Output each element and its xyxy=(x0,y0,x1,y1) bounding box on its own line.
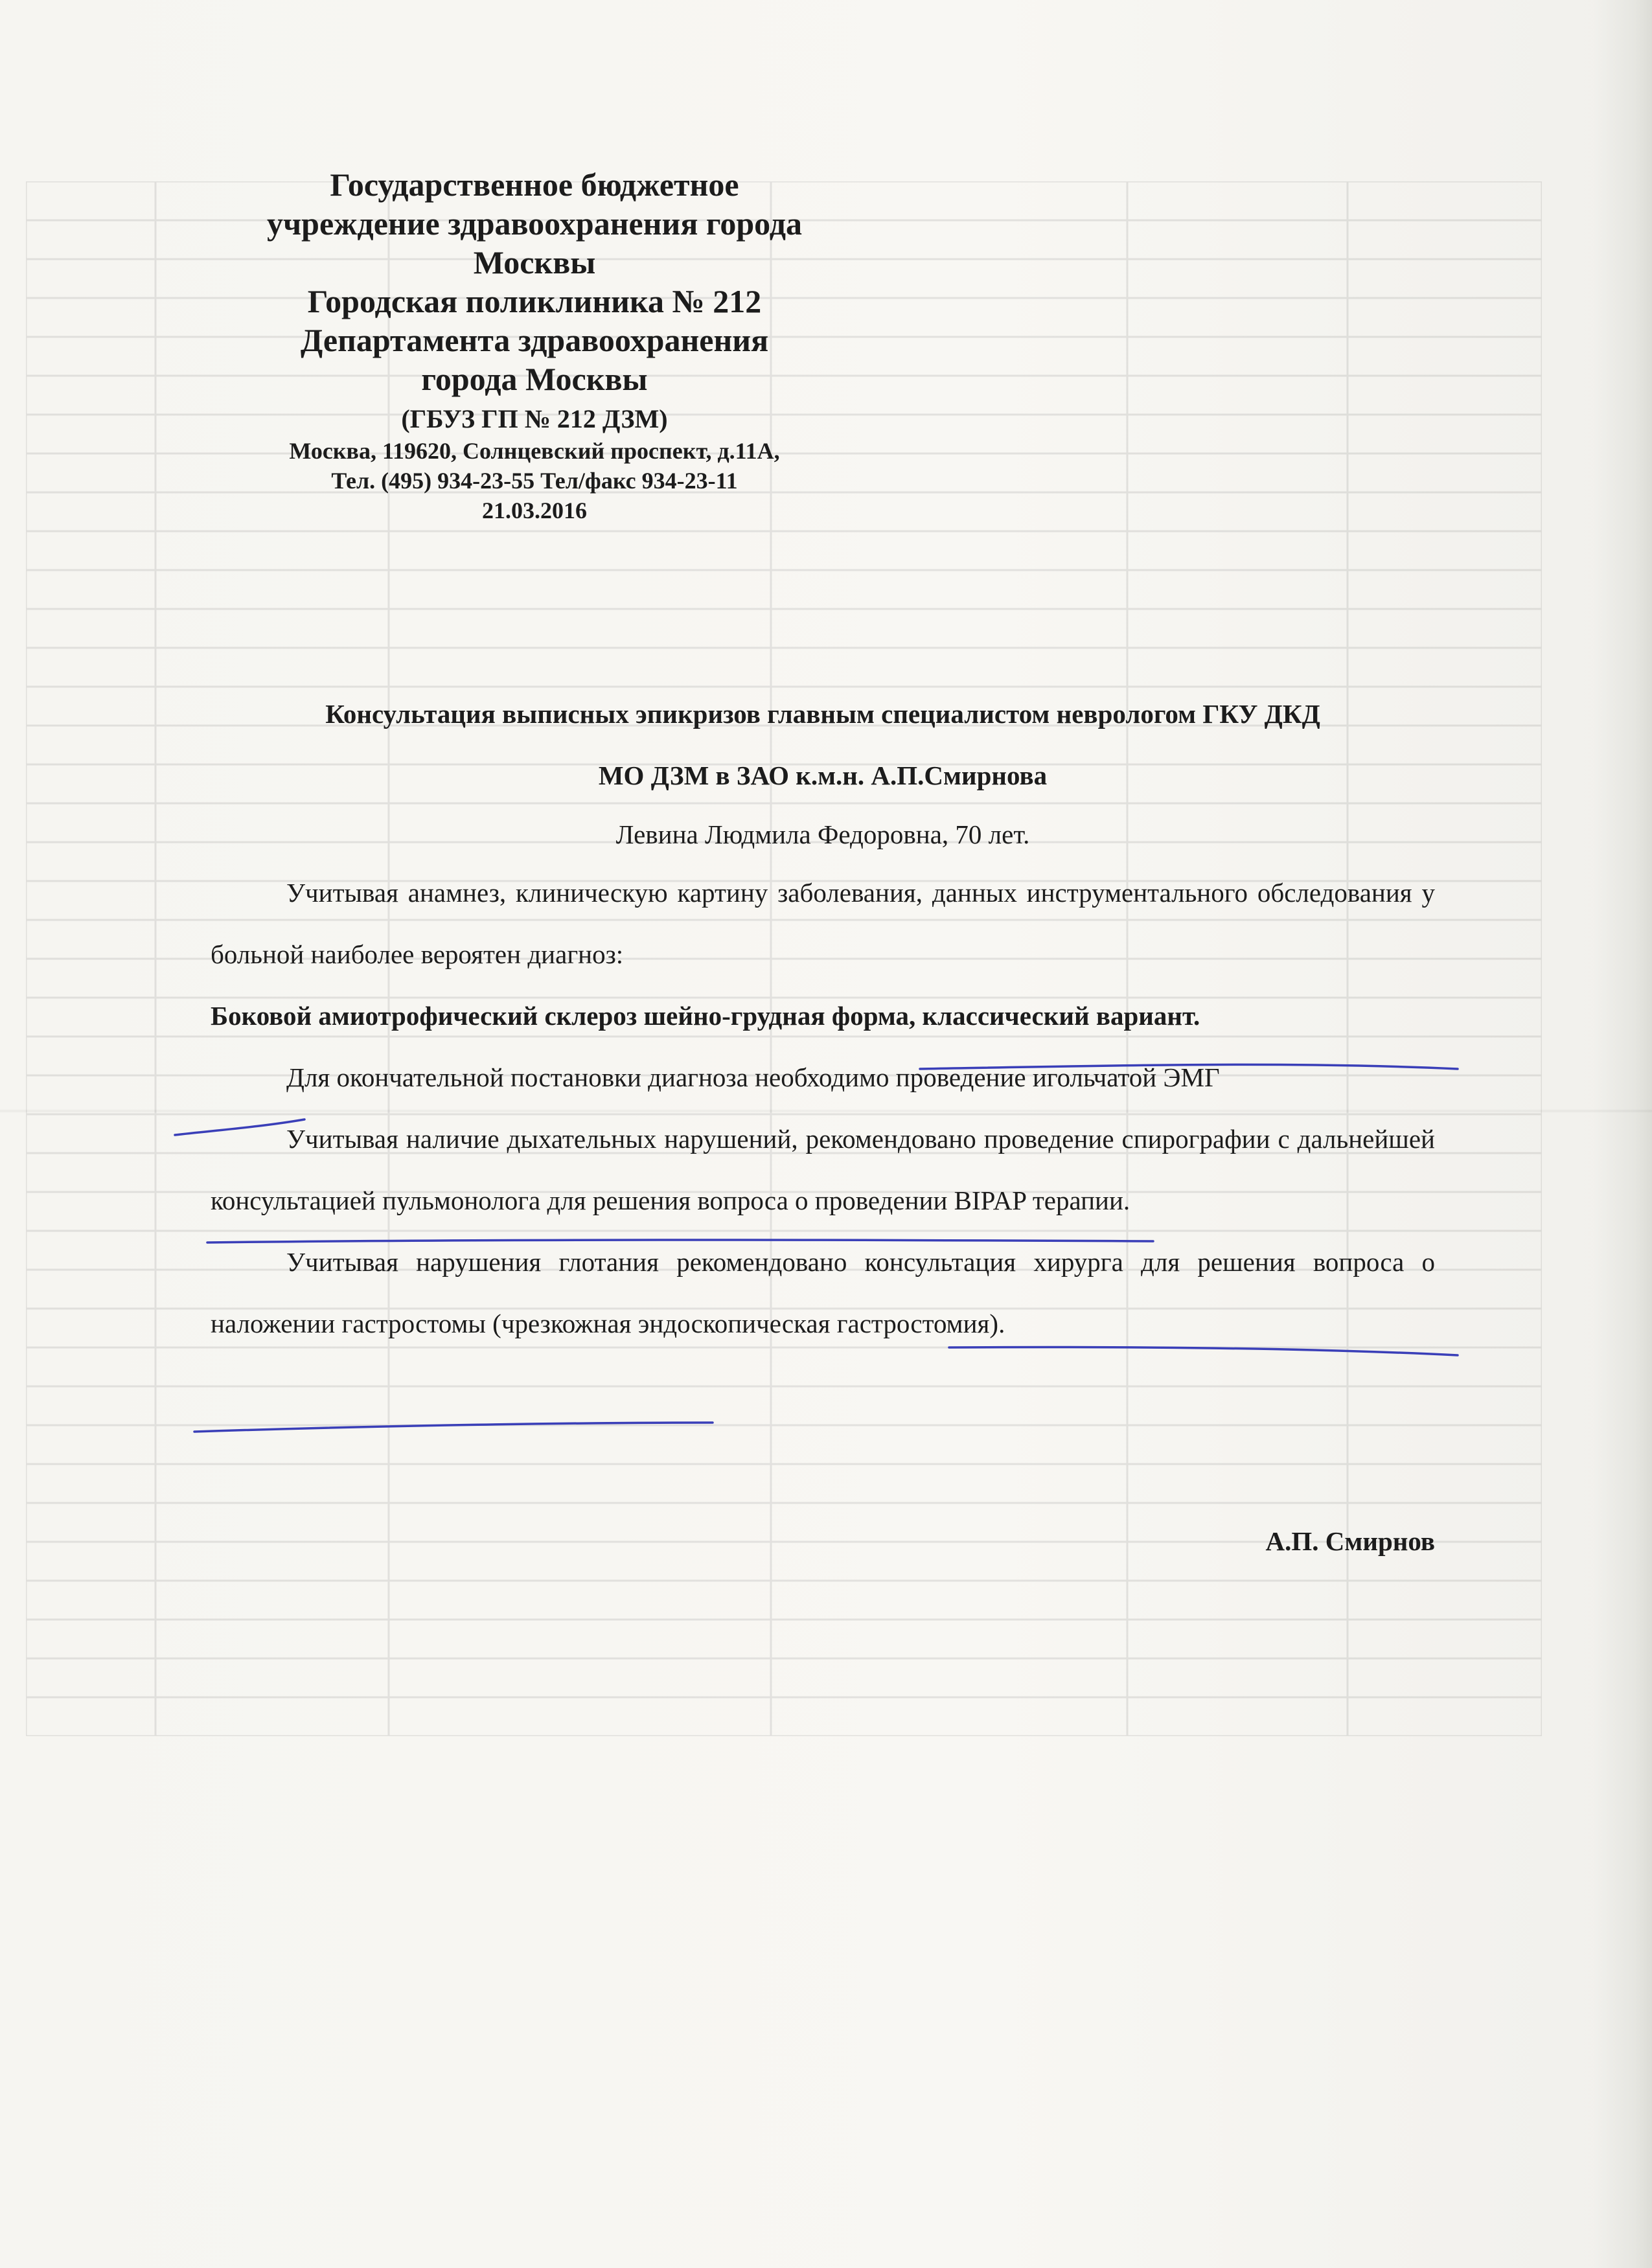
patient-name: Левина Людмила Федоровна, 70 лет. xyxy=(615,819,1030,849)
letterhead-line-3: Москвы xyxy=(473,244,596,281)
diagnosis: Боковой амиотрофический склероз шейно-грудная форма, классический вариант. xyxy=(211,1001,1200,1031)
document-title-line-2: МО ДЗМ в ЗАО к.м.н. А.П.Смирнова xyxy=(598,761,1048,790)
letterhead-abbrev: (ГБУЗ ГП № 212 ДЗМ) xyxy=(401,404,668,433)
letterhead-date: 21.03.2016 xyxy=(482,498,587,523)
letterhead-address: Москва, 119620, Солнцевский проспект, д.11А, xyxy=(289,438,780,464)
document-title-line-1: Консультация выписных эпикризов главным специалистом неврологом ГКУ ДКД xyxy=(325,699,1320,729)
document-body xyxy=(211,683,1435,1355)
letterhead xyxy=(194,165,875,525)
letterhead-line-5: Департамента здравоохранения xyxy=(300,322,769,358)
paper-edge-shadow xyxy=(1594,0,1652,2268)
paragraph-emg: Для окончательной постановки диагноза необходимо проведение игольчатой ЭМГ xyxy=(286,1062,1220,1092)
letterhead-phone: Тел. (495) 934-23-55 Тел/факс 934-23-11 xyxy=(331,468,738,494)
paragraph-spirography: Учитывая наличие дыхательных нарушений, рекомендовано проведение спирографии с дальнейшей консультацией пульмонолога для решения вопроса о проведении BIPAP терапии. xyxy=(211,1124,1435,1215)
letterhead-line-4: Городская поликлиника № 212 xyxy=(307,283,762,319)
letterhead-line-2: учреждение здравоохранения города xyxy=(266,205,803,242)
paragraph-surgeon: Учитывая нарушения глотания рекомендовано консультация хирурга для решения вопроса о наложении гастростомы (чрезкожная эндоскопическая гастростомия). xyxy=(211,1247,1435,1338)
letterhead-line-6: города Москвы xyxy=(421,361,648,397)
paragraph-anamnesis: Учитывая анамнез, клиническую картину заболевания, данных инструментального обследования у больной наиболее вероятен диагноз: xyxy=(211,878,1435,969)
letterhead-line-1: Государственное бюджетное xyxy=(330,166,739,203)
signature-name: А.П. Смирнов xyxy=(1265,1526,1435,1556)
